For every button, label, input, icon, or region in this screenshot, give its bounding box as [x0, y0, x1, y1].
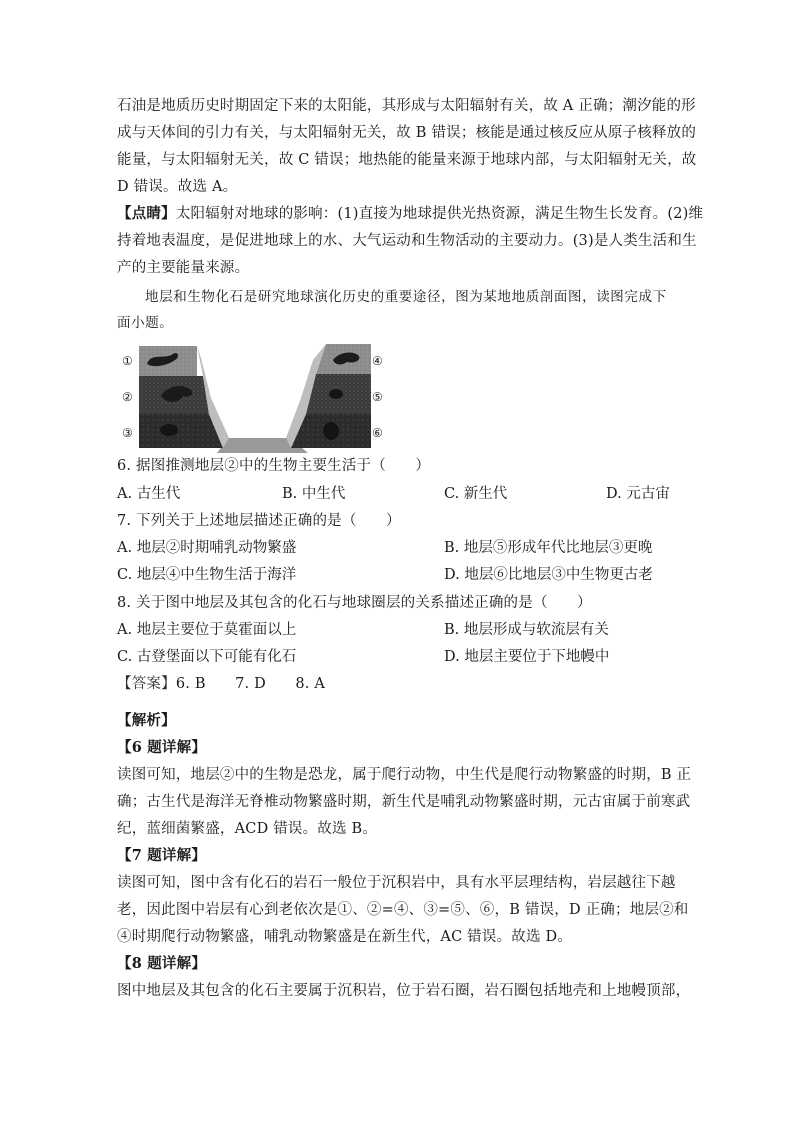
fossil-icon — [329, 389, 343, 399]
intro-line: 地层和生物化石是研究地球演化历史的重要途径，图为某地地质剖面图，读图完成下 — [145, 289, 667, 305]
option-c: C. 古登堡面以下可能有化石 — [117, 649, 297, 665]
text-line: 图中地层及其包含的化石主要属于沉积岩，位于岩石圈，岩石圈包括地壳和上地幔顶部， — [117, 983, 691, 999]
text-line: 持着地表温度，是促进地球上的水、大气运动和生物活动的主要动力。(3)是人类生活和生 — [117, 233, 697, 249]
option-c: C. 地层④中生物生活于海洋 — [117, 567, 297, 583]
option-d: D. 元古宙 — [606, 486, 670, 502]
dianjing-line — [117, 204, 704, 224]
dianjing-text: 太阳辐射对地球的影响：(1)直接为地球提供光热资源，满足生物生长发育。(2)维 — [175, 206, 704, 222]
stratum-3 — [139, 414, 223, 448]
text-line: 老，因此图中岩层有心到老依次是①、②=④、③=⑤、⑥，B 错误，D 正确；地层②和 — [117, 902, 689, 918]
geological-profile-svg — [121, 338, 385, 454]
intro-line: 面小题。 — [117, 315, 174, 331]
option-a: A. 古生代 — [117, 486, 181, 502]
text-line: 产的主要能量来源。 — [117, 260, 250, 276]
stratum-label: ② — [122, 390, 133, 404]
detail-7-label: 【7 题详解】 — [117, 847, 207, 864]
text-line: ④时期爬行动物繁盛，哺乳动物繁盛是在新生代，AC 错误。故选 D。 — [117, 929, 573, 945]
stratum-label: ① — [122, 354, 133, 368]
option-a: A. 地层主要位于莫霍面以上 — [117, 622, 297, 638]
detail-6-label: 【6 题详解】 — [117, 739, 207, 756]
text-line: 能量，与太阳辐射无关，故 C 错误；地热能的能量来源于地球内部，与太阳辐射无关，故 — [117, 152, 697, 168]
option-d: D. 地层主要位于下地幔中 — [444, 649, 610, 665]
fossil-icon — [160, 424, 178, 436]
option-d: D. 地层⑥比地层③中生物更古老 — [444, 567, 653, 583]
dianjing-label: 【点睛】 — [117, 205, 176, 222]
text-line: 成与天体间的引力有关，与太阳辐射无关，故 B 错误；核能是通过核反应从原子核释放的 — [117, 125, 697, 141]
geological-profile-figure — [121, 338, 385, 454]
question-7-stem: 7. 下列关于上述地层描述正确的是（ ） — [117, 513, 401, 529]
text-line: 石油是地质历史时期固定下来的太阳能，其形成与太阳辐射有关，故 A 正确；潮汐能的形 — [117, 98, 696, 114]
option-b: B. 地层形成与软流层有关 — [444, 622, 609, 638]
answer-label: 【答案】 — [117, 676, 176, 692]
stratum-label: ⑥ — [372, 426, 383, 440]
stratum-label: ⑤ — [372, 390, 383, 404]
text-line: 确；古生代是海洋无脊椎动物繁盛时期，新生代是哺乳动物繁盛时期，元古宙属于前寒武 — [117, 794, 691, 810]
fossil-icon — [323, 422, 339, 440]
option-b: B. 地层⑤形成年代比地层③更晚 — [444, 540, 653, 556]
stratum-label: ③ — [122, 426, 133, 440]
detail-8-label: 【8 题详解】 — [117, 955, 207, 972]
option-c: C. 新生代 — [444, 486, 508, 502]
question-6-stem: 6. 据图推测地层②中的生物主要生活于（ ） — [117, 458, 431, 474]
text-line: D 错误。故选 A。 — [117, 179, 238, 195]
answer-line — [117, 674, 677, 694]
analysis-label: 【解析】 — [117, 712, 176, 729]
text-line: 纪，蓝细菌繁盛，ACD 错误。故选 B。 — [117, 821, 378, 837]
option-a: A. 地层②时期哺乳动物繁盛 — [117, 540, 297, 556]
answer-text: 6. B 7. D 8. A — [175, 676, 326, 692]
question-8-stem: 8. 关于图中地层及其包含的化石与地球圈层的关系描述正确的是（ ） — [117, 595, 592, 611]
option-b: B. 中生代 — [282, 486, 346, 502]
stratum-label: ④ — [372, 354, 383, 368]
text-line: 读图可知，地层②中的生物是恐龙，属于爬行动物，中生代是爬行动物繁盛的时期，B 正 — [117, 767, 692, 783]
text-line: 读图可知，图中含有化石的岩石一般位于沉积岩中，具有水平层理结构，岩层越往下越 — [117, 875, 676, 891]
